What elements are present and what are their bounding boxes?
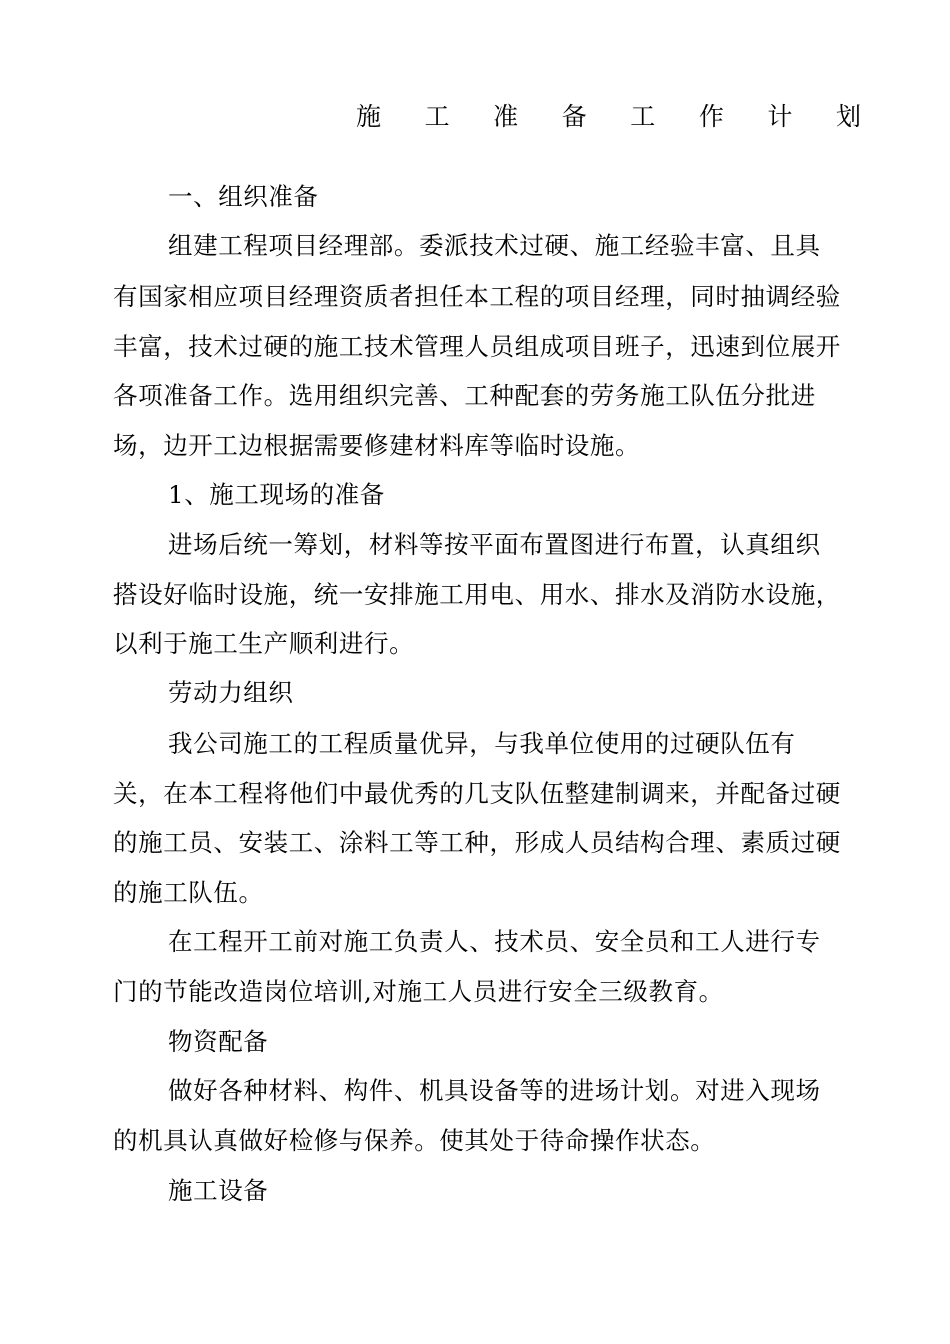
subsection-heading-materials: 物资配备 — [168, 1027, 269, 1056]
title-char: 划 — [835, 102, 861, 131]
paragraph-line: 做好各种材料、构件、机具设备等的进场计划。对进入现场 — [168, 1076, 821, 1105]
paragraph-line: 场，边开工边根据需要修建材料库等临时设施。 — [113, 431, 641, 460]
paragraph-line: 关，在本工程将他们中最优秀的几支队伍整建制调来，并配备过硬 — [113, 779, 841, 808]
paragraph-line: 丰富，技术过硬的施工技术管理人员组成项目班子，迅速到位展开 — [113, 332, 841, 361]
title-char: 计 — [767, 102, 793, 131]
subsection-heading-site: 1、施工现场的准备 — [168, 480, 385, 509]
paragraph-line: 搭设好临时设施，统一安排施工用电、用水、排水及消防水设施， — [113, 580, 841, 609]
section-heading-organization: 一、组织准备 — [168, 182, 319, 211]
paragraph-line: 门的节能改造岗位培训,对施工人员进行安全三级教育。 — [113, 977, 724, 1006]
title-char: 施 — [356, 102, 382, 131]
page-title — [356, 100, 861, 134]
title-char: 作 — [698, 102, 724, 131]
paragraph-line: 的施工队伍。 — [113, 878, 264, 907]
paragraph-line: 有国家相应项目经理资质者担任本工程的项目经理，同时抽调经验 — [113, 282, 841, 311]
paragraph-line: 进场后统一筹划，材料等按平面布置图进行布置，认真组织 — [168, 530, 821, 559]
subsection-heading-labor: 劳动力组织 — [168, 678, 294, 707]
title-char: 备 — [561, 102, 587, 131]
paragraph-line: 组建工程项目经理部。委派技术过硬、施工经验丰富、且具 — [168, 231, 821, 260]
paragraph-line: 的机具认真做好检修与保养。使其处于待命操作状态。 — [113, 1126, 716, 1155]
paragraph-line: 我公司施工的工程质量优异，与我单位使用的过硬队伍有 — [168, 729, 796, 758]
paragraph-line: 以利于施工生产顺利进行。 — [113, 629, 415, 658]
paragraph-line: 的施工员、安装工、涂料工等工种，形成人员结构合理、素质过硬 — [113, 828, 841, 857]
title-char: 工 — [424, 102, 450, 131]
title-char: 准 — [493, 102, 519, 131]
paragraph-line: 各项准备工作。选用组织完善、工种配套的劳务施工队伍分批进 — [113, 381, 816, 410]
title-char: 工 — [630, 102, 656, 131]
paragraph-line: 在工程开工前对施工负责人、技术员、安全员和工人进行专 — [168, 927, 821, 956]
subsection-heading-equipment: 施工设备 — [168, 1176, 269, 1205]
